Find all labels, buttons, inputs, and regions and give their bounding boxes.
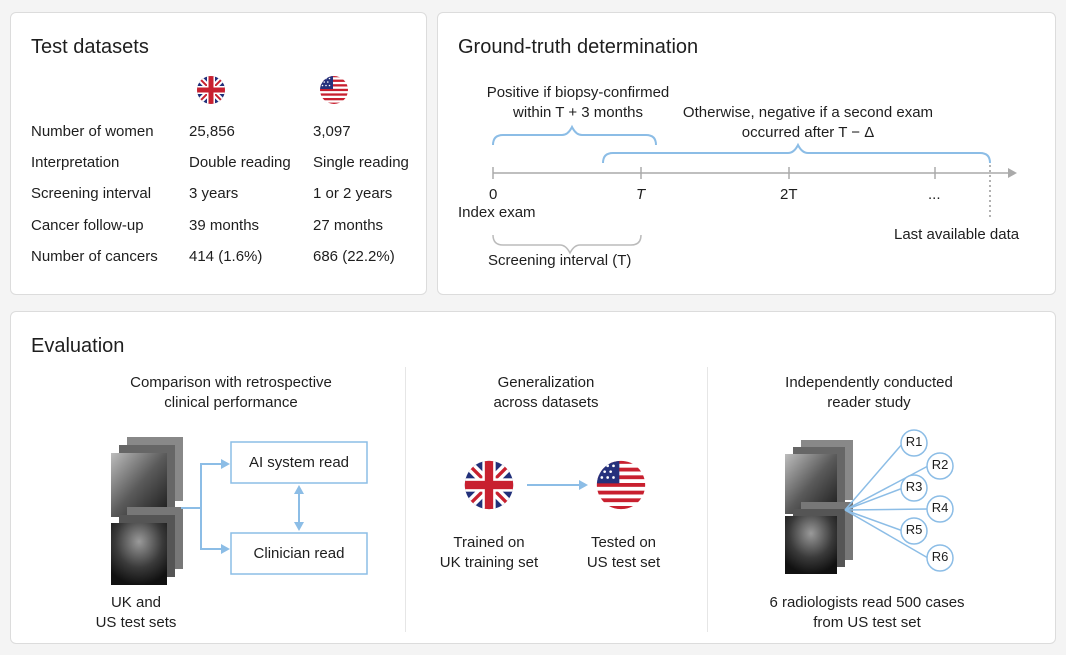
row-label: Number of cancers bbox=[31, 248, 158, 265]
us-flag-icon bbox=[596, 460, 646, 510]
row-us-value: 3,097 bbox=[313, 123, 351, 140]
ai-read-label: AI system read bbox=[248, 454, 350, 471]
reader-study-caption: 6 radiologists read 500 cases from US test set bbox=[769, 594, 965, 631]
row-uk-value: 39 months bbox=[189, 217, 260, 234]
row-uk-value: Double reading bbox=[189, 154, 291, 171]
reader-label: R1 bbox=[905, 434, 923, 449]
tested-caption: Tested on US test set bbox=[586, 534, 661, 571]
positive-label: Positive if biopsy-confirmed within T + 3 months bbox=[486, 84, 670, 121]
clinician-read-label: Clinician read bbox=[253, 545, 345, 562]
reader-label: R2 bbox=[931, 457, 949, 472]
tick-label-0: 0 bbox=[489, 186, 498, 203]
positive-window-brace bbox=[493, 127, 656, 145]
evaluation-panel bbox=[10, 311, 1056, 644]
tick-label-2T: 2T bbox=[780, 186, 798, 203]
generalization-heading: Generalization across datasets bbox=[493, 374, 599, 411]
generalization-arrow bbox=[525, 478, 591, 492]
index-exam-label: Index exam bbox=[458, 204, 536, 221]
row-us-value: 686 (22.2%) bbox=[313, 248, 395, 265]
tick-label-T: T bbox=[636, 186, 646, 203]
row-label: Cancer follow-up bbox=[31, 217, 144, 234]
row-label: Interpretation bbox=[31, 154, 120, 171]
comparison-caption: UK and US test sets bbox=[95, 594, 177, 631]
uk-flag-icon bbox=[196, 75, 226, 105]
timeline-arrowhead bbox=[1008, 168, 1017, 178]
ground-truth-panel bbox=[437, 12, 1056, 295]
reader-study-heading: Independently conducted reader study bbox=[785, 374, 953, 411]
reader-label: R3 bbox=[905, 479, 923, 494]
ground-truth-title: Ground-truth determination bbox=[458, 36, 699, 58]
row-uk-value: 3 years bbox=[189, 185, 239, 202]
row-us-value: 1 or 2 years bbox=[313, 185, 393, 202]
test-datasets-panel bbox=[10, 12, 427, 295]
row-us-value: Single reading bbox=[313, 154, 409, 171]
row-uk-value: 25,856 bbox=[189, 123, 235, 140]
mammogram-stack-top bbox=[111, 437, 183, 517]
evaluation-title: Evaluation bbox=[31, 335, 125, 357]
reader-label: R4 bbox=[931, 500, 949, 515]
tick-label-dots: ... bbox=[928, 186, 941, 203]
reader-label: R5 bbox=[905, 522, 923, 537]
test-datasets-title: Test datasets bbox=[31, 36, 149, 58]
negative-label: Otherwise, negative if a second exam occurred after T − Δ bbox=[682, 104, 934, 141]
comparison-heading: Comparison with retrospective clinical performance bbox=[130, 374, 332, 411]
branch-connector bbox=[181, 464, 223, 549]
trained-caption: Trained on UK training set bbox=[439, 534, 539, 571]
row-uk-value: 414 (1.6%) bbox=[189, 248, 263, 265]
negative-window-brace bbox=[603, 145, 990, 163]
uk-flag-icon bbox=[464, 460, 514, 510]
last-data-label: Last available data bbox=[894, 226, 1020, 243]
us-flag-icon bbox=[319, 75, 349, 105]
row-label: Screening interval bbox=[31, 185, 152, 202]
screening-interval-label: Screening interval (T) bbox=[488, 252, 632, 269]
divider bbox=[405, 367, 406, 632]
mammogram-stack-bottom bbox=[785, 502, 853, 574]
row-us-value: 27 months bbox=[313, 217, 384, 234]
reader-label: R6 bbox=[931, 549, 949, 564]
mammogram-stack-bottom bbox=[111, 507, 183, 585]
row-label: Number of women bbox=[31, 123, 154, 140]
